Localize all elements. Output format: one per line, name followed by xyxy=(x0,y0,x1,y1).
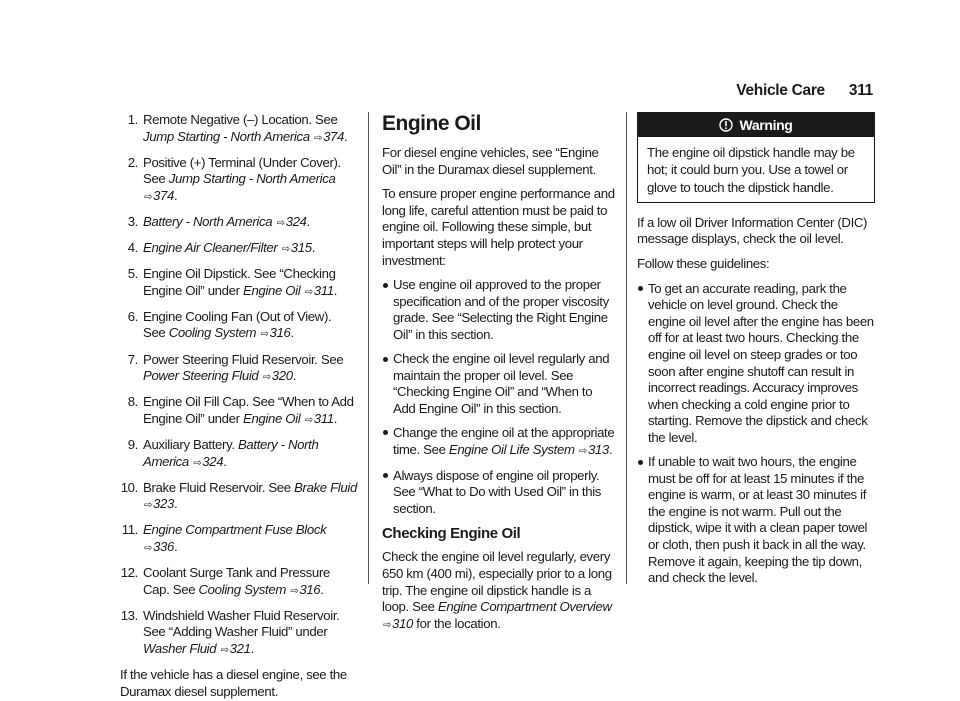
guidelines-intro: Follow these guidelines: xyxy=(637,256,770,272)
cross-reference-link[interactable]: Cooling System xyxy=(168,325,257,341)
cross-reference-link[interactable]: Washer Fluid xyxy=(143,640,217,656)
column-oil-guidelines xyxy=(637,112,875,595)
warning-box xyxy=(637,112,875,203)
item-text: Positive (+) Terminal (Under Cover). See xyxy=(143,154,341,187)
item-number: 10. xyxy=(120,479,138,495)
item-number: 4. xyxy=(127,240,138,256)
cross-reference-link[interactable]: Engine Oil xyxy=(243,410,301,426)
item-end: . xyxy=(344,128,348,144)
page-reference[interactable]: 324 xyxy=(285,213,307,229)
oil-intro: To ensure proper engine performance and long life, careful attention must be paid to engine oil. Following these simple, but important steps will help protect your investment: xyxy=(382,186,615,268)
list-item xyxy=(120,155,357,207)
item-number: 2. xyxy=(127,154,138,170)
list-item xyxy=(120,522,357,557)
page-ref-arrow-icon: ⇨ xyxy=(260,329,269,341)
cross-reference-link[interactable]: Power Steering Fluid xyxy=(143,368,259,384)
item-number: 3. xyxy=(127,213,138,229)
paragraph-end: for the location. xyxy=(412,615,501,631)
cross-reference-link[interactable]: Jump Starting - North America xyxy=(143,128,310,144)
list-item xyxy=(120,394,357,429)
page-reference[interactable]: 311 xyxy=(313,282,334,298)
column-engine-compartment-list xyxy=(120,112,357,701)
item-number: 11. xyxy=(121,522,138,538)
paragraph-text: Check the engine oil level regularly, every 650 km (400 mi), especially prior to a long trip. The engine oil dipstick handle is a loop. See xyxy=(382,549,612,615)
item-number: 6. xyxy=(127,308,138,324)
column-engine-oil xyxy=(382,112,617,642)
list-item xyxy=(120,480,357,515)
page-reference[interactable]: 321 xyxy=(229,640,251,656)
item-text: Auxiliary Battery. xyxy=(143,436,238,452)
item-end: . xyxy=(333,410,338,426)
item-number: 5. xyxy=(127,266,138,282)
item-end: . xyxy=(173,538,178,554)
diesel-intro: For diesel engine vehicles, see “Engine Oil” in the Duramax diesel supplement. xyxy=(382,145,599,177)
list-item: Check the engine oil level regularly and maintain the proper oil level. See “Checking Engine Oil” and “When to Add Engine Oil” in this section. xyxy=(382,351,617,417)
item-text: Engine Oil Fill Cap. See “When to Add Engine Oil” under xyxy=(143,394,354,426)
page-ref-arrow-icon: ⇨ xyxy=(314,132,323,144)
page-number: 311 xyxy=(848,82,873,99)
page-reference[interactable]: 315 xyxy=(290,240,312,256)
page-reference[interactable]: 310 xyxy=(392,615,413,631)
item-text: Windshield Washer Fluid Reservoir. See “Adding Washer Fluid” under xyxy=(143,607,340,640)
cross-reference-link[interactable]: Engine Compartment Overview xyxy=(437,599,612,615)
item-end: . xyxy=(333,282,338,298)
item-number: 9. xyxy=(127,436,138,452)
list-item: Use engine oil approved to the proper specification and of the proper viscosity grade. See “Selecting the Right Engine Oil” in this section. xyxy=(382,277,617,343)
item-text: Brake Fluid Reservoir. See xyxy=(143,479,295,495)
list-item: To get an accurate reading, park the vehicle on level ground. Check the engine oil level after the engine has been off for at least two hours. Checking the engine oil level on steep grades or too soon after engine shutoff can result in incorrect readings. Accuracy improves when checking a cold engine prior to starting. Remove the dipstick and check the level. xyxy=(637,281,875,447)
page-ref-arrow-icon: ⇨ xyxy=(220,644,229,656)
page-ref-arrow-icon: ⇨ xyxy=(290,585,299,597)
item-end: . xyxy=(173,496,178,512)
list-item xyxy=(120,112,357,147)
cross-reference-link[interactable]: Brake Fluid xyxy=(294,479,357,495)
item-end: . xyxy=(306,213,310,229)
list-item xyxy=(120,309,357,344)
guidelines-list xyxy=(637,281,875,587)
item-end: . xyxy=(290,325,294,341)
page-ref-arrow-icon: ⇨ xyxy=(281,244,290,256)
page-ref-arrow-icon: ⇨ xyxy=(144,191,153,203)
item-end: . xyxy=(608,441,613,457)
cross-reference-link[interactable]: Engine Oil Life System xyxy=(448,441,575,457)
engine-compartment-items xyxy=(120,112,357,659)
cross-reference-link[interactable]: Cooling System xyxy=(198,581,286,597)
page-reference[interactable]: 313 xyxy=(587,441,609,457)
item-number: 7. xyxy=(127,351,138,367)
list-item xyxy=(120,352,357,387)
cross-reference-link[interactable]: Battery - North America xyxy=(143,436,319,469)
dic-paragraph: If a low oil Driver Information Center (DIC) message displays, check the oil level. xyxy=(637,214,868,247)
diesel-note: If the vehicle has a diesel engine, see the Duramax diesel supplement. xyxy=(120,667,347,700)
column-divider-right xyxy=(626,112,627,584)
item-number: 12. xyxy=(120,564,138,580)
cross-reference-link[interactable]: Engine Compartment Fuse Block xyxy=(143,522,327,538)
page-reference[interactable]: 316 xyxy=(299,581,321,597)
list-item xyxy=(382,425,617,460)
page-header xyxy=(736,82,873,100)
cross-reference-link[interactable]: Engine Oil xyxy=(243,282,301,298)
page-reference[interactable]: 316 xyxy=(269,325,291,341)
cross-reference-link[interactable]: Battery - North America xyxy=(143,213,273,229)
item-text: Power Steering Fluid Reservoir. See xyxy=(143,351,344,367)
page-reference[interactable]: 323 xyxy=(153,496,174,512)
item-number: 8. xyxy=(127,394,138,410)
page-ref-arrow-icon: ⇨ xyxy=(144,500,153,512)
warning-header xyxy=(638,113,874,137)
page-reference[interactable]: 374 xyxy=(323,128,345,144)
list-item: If unable to wait two hours, the engine must be off for at least 15 minutes if the engine is warm, or at least 30 minutes if the engine is not warm. Pull out the dipstick, wipe it with a clean paper towel or cloth, then push it back in all the way. Remove it again, keeping the tip down, and check the level. xyxy=(637,454,875,587)
item-end: . xyxy=(311,240,316,256)
item-text: Engine Cooling Fan (Out of View). See xyxy=(143,308,332,341)
cross-reference-link[interactable]: Engine Air Cleaner/Filter xyxy=(143,240,278,256)
checking-paragraph xyxy=(382,549,617,634)
page-ref-arrow-icon: ⇨ xyxy=(276,217,285,229)
section-name: Vehicle Care xyxy=(736,82,825,99)
page-ref-arrow-icon: ⇨ xyxy=(144,542,153,554)
list-item xyxy=(120,266,357,301)
page-reference[interactable]: 336 xyxy=(153,538,174,554)
list-item xyxy=(120,214,357,233)
page-ref-arrow-icon: ⇨ xyxy=(578,445,587,457)
page-reference[interactable]: 374 xyxy=(153,187,174,203)
page-ref-arrow-icon: ⇨ xyxy=(383,619,392,631)
item-end: . xyxy=(173,187,178,203)
section-title: Engine Oil xyxy=(382,112,481,135)
list-item xyxy=(120,240,357,259)
cross-reference-link[interactable]: Jump Starting - North America xyxy=(168,171,336,187)
page-ref-arrow-icon: ⇨ xyxy=(193,457,202,469)
warning-text: The engine oil dipstick handle may be hot; it could burn you. Use a towel or glove to touch the dipstick handle. xyxy=(647,145,855,195)
list-item xyxy=(120,608,357,660)
item-text: Remote Negative (–) Location. See xyxy=(143,112,338,127)
page-ref-arrow-icon: ⇨ xyxy=(262,372,271,384)
item-end: . xyxy=(292,368,297,384)
item-end: . xyxy=(250,640,254,656)
item-text: Coolant Surge Tank and Pressure Cap. See xyxy=(143,564,330,597)
item-number: 13. xyxy=(120,607,138,623)
page-ref-arrow-icon: ⇨ xyxy=(304,286,313,298)
item-text: Change the engine oil at the appropriate time. See xyxy=(393,424,615,457)
item-number: 1. xyxy=(127,112,138,127)
column-divider-left xyxy=(368,112,369,584)
page-reference[interactable]: 324 xyxy=(202,453,224,469)
warning-icon xyxy=(719,118,733,132)
list-item: Always dispose of engine oil properly. See “What to Do with Used Oil” in this section. xyxy=(382,468,617,518)
page-reference[interactable]: 320 xyxy=(271,368,293,384)
page-reference[interactable]: 311 xyxy=(313,410,334,426)
page-ref-arrow-icon: ⇨ xyxy=(304,414,313,426)
item-text: Engine Oil Dipstick. See “Checking Engine Oil” under xyxy=(143,266,336,298)
subsection-title: Checking Engine Oil xyxy=(382,525,521,543)
oil-steps-list xyxy=(382,277,617,517)
warning-title: Warning xyxy=(739,116,793,133)
item-end: . xyxy=(320,581,324,597)
list-item xyxy=(120,565,357,600)
item-end: . xyxy=(223,453,227,469)
list-item xyxy=(120,437,357,472)
